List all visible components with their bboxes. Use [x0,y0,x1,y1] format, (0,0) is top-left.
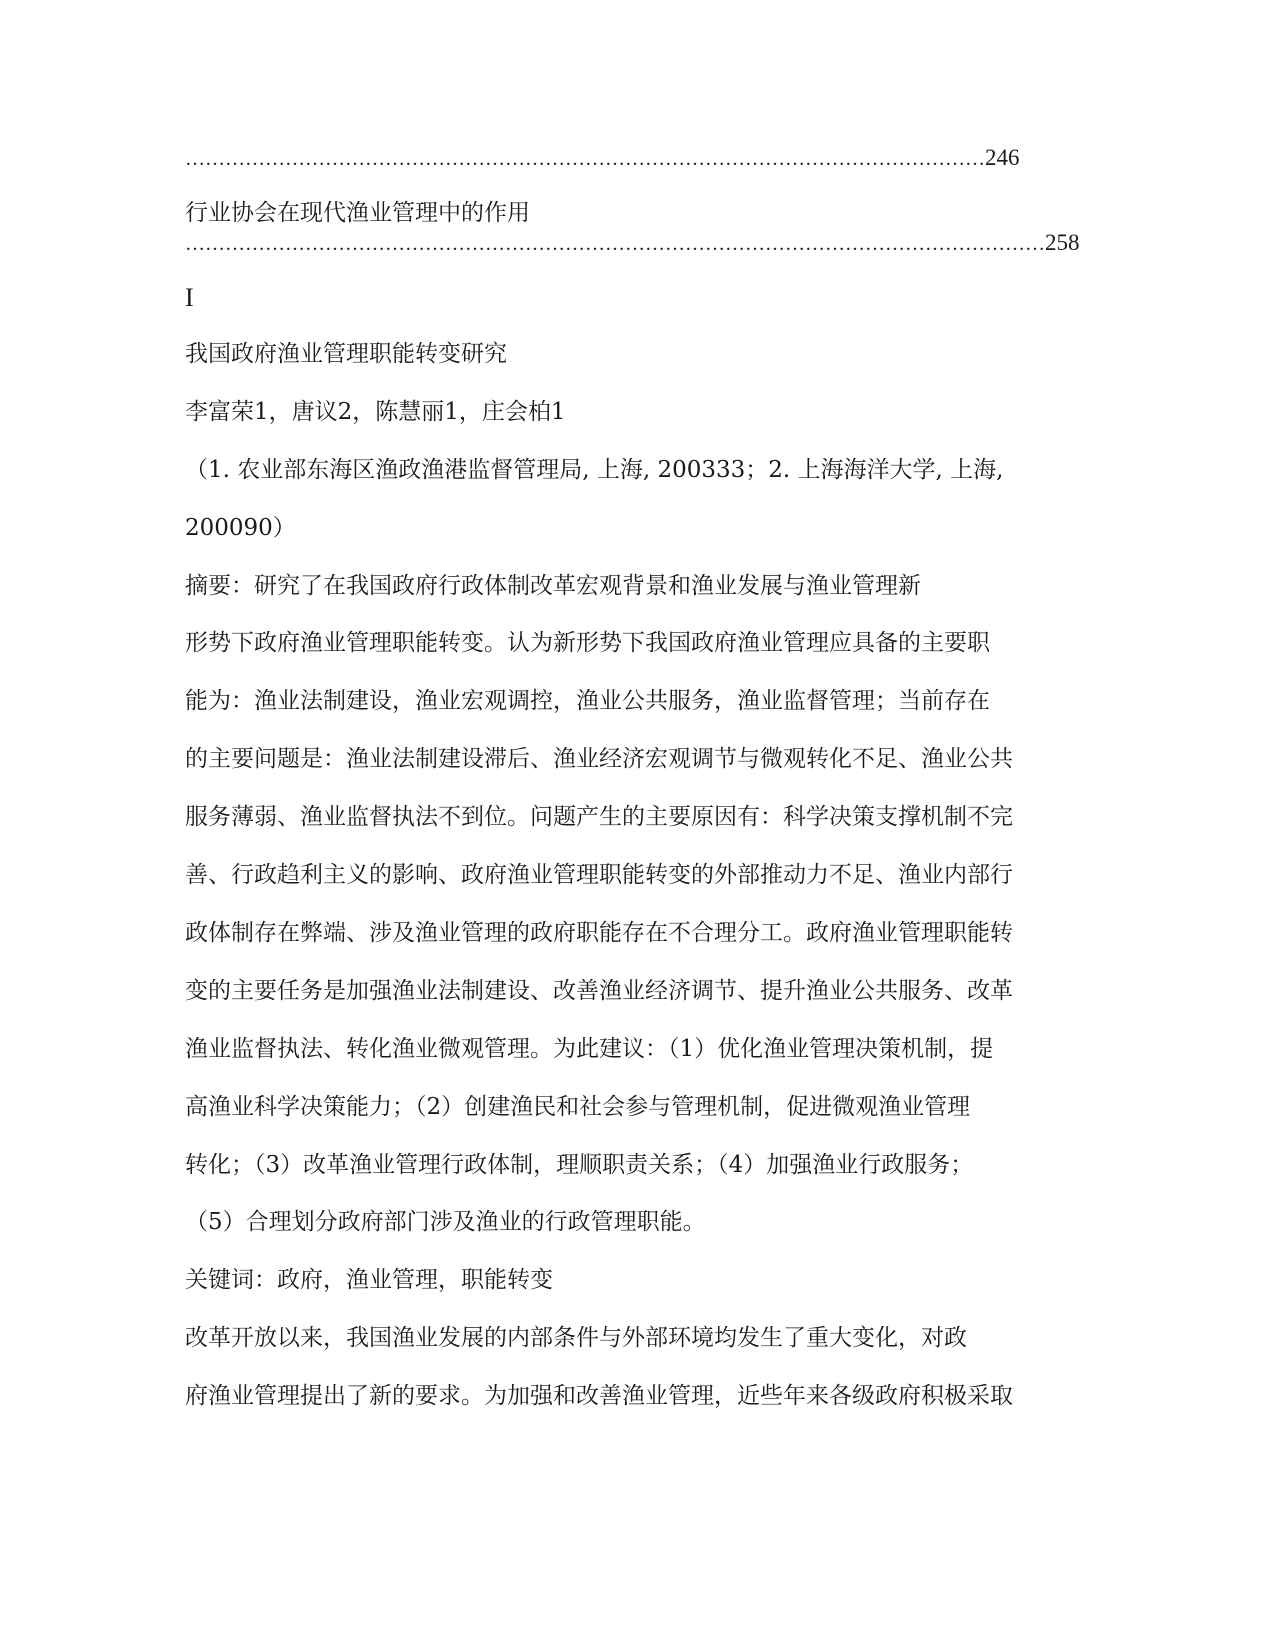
toc-page-number: 246 [985,145,1020,170]
abstract-line: 政体制存在弊端、涉及渔业管理的政府职能存在不合理分工。政府渔业管理职能转 [185,920,1013,946]
abstract-line: 服务薄弱、渔业监督执法不到位。问题产生的主要原因有：科学决策支撑机制不完 [185,804,1013,830]
abstract-line: 摘要：研究了在我国政府行政体制改革宏观背景和渔业发展与渔业管理新 [185,573,921,599]
abstract-line: 转化；（3）改革渔业管理行政体制，理顺职责关系；（4）加强渔业行政服务； [185,1152,974,1178]
abstract-line: 渔业监督执法、转化渔业微观管理。为此建议：（1）优化渔业管理决策机制，提 [185,1036,994,1062]
toc-leader-dots: ………………………………………………………………………………………………………… [185,148,985,170]
toc-entry-2-title: 行业协会在现代渔业管理中的作用 [185,200,530,226]
abstract-line: 高渔业科学决策能力；（2）创建渔民和社会参与管理机制，促进微观渔业管理 [185,1094,971,1120]
abstract-line: 能为：渔业法制建设，渔业宏观调控，渔业公共服务，渔业监督管理；当前存在 [185,688,990,714]
toc-page-number: 258 [1045,230,1080,255]
section-mark: I [185,283,194,312]
abstract-line: 的主要问题是：渔业法制建设滞后、渔业经济宏观调节与微观转化不足、渔业公共 [185,746,1013,772]
body-line: 府渔业管理提出了新的要求。为加强和改善渔业管理，近些年来各级政府积极采取 [185,1383,1013,1409]
article-title: 我国政府渔业管理职能转变研究 [185,341,507,367]
abstract-line: 善、行政趋利主义的影响、政府渔业管理职能转变的外部推动力不足、渔业内部行 [185,862,1013,888]
body-line: 改革开放以来，我国渔业发展的内部条件与外部环境均发生了重大变化，对政 [185,1325,967,1351]
abstract-line: 变的主要任务是加强渔业法制建设、改善渔业经济调节、提升渔业公共服务、改革 [185,978,1013,1004]
keywords: 关键词：政府，渔业管理，职能转变 [185,1267,553,1293]
abstract-line: 形势下政府渔业管理职能转变。认为新形势下我国政府渔业管理应具备的主要职 [185,630,990,656]
article-authors: 李富荣1，唐议2，陈慧丽1，庄会柏1 [185,399,566,425]
affiliation-line: （1. 农业部东海区渔政渔港监督管理局, 上海, 200333；2. 上海海洋大学, 上海, [185,457,1004,483]
toc-leader-dots: ………………………………………………………………………………………………………………… [185,233,1045,255]
toc-entry-1 [185,143,1020,174]
abstract-line: （5）合理划分政府部门涉及渔业的行政管理职能。 [185,1209,706,1235]
toc-entry-2 [185,228,1080,259]
affiliation-line: 200090） [185,515,296,541]
